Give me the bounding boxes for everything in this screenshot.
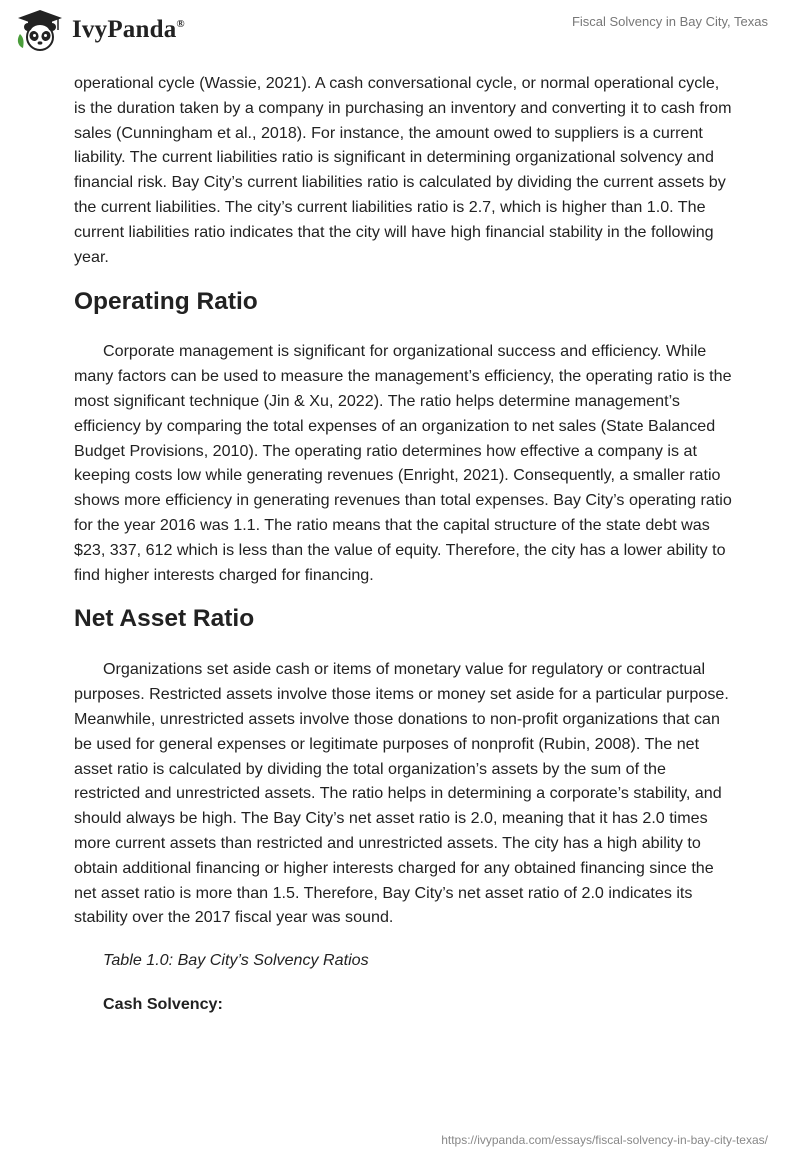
net-asset-ratio-paragraph: Organizations set aside cash or items of monetary value for regulatory or contractual purposes. Restricted assets involve those items or money set aside for a particular purpose. Meanwhile, unrestricted assets involve those donations to non-profit organizations that can be used for general expenses or legitimate purposes of nonprofit (Rubin, 2008). The net asset ratio is calculated by dividing the total organization’s assets by the sum of the restricted and unrestricted assets. The ratio helps in determining a corporate’s stability, and should always be high. The Bay City’s net asset ratio is 2.0, meaning that it has 2.0 times more current assets than restricted and unrestricted assets. The city has a high ability to obtain additional financing or higher interests charged for any obtained financing since the net asset ratio is more than 1.5. Therefore, Bay City’s net asset ratio of 2.0 indicates its stability over the 2017 fiscal year was sound.	[74, 660, 729, 927]
table-caption: Table 1.0: Bay City’s Solvency Ratios	[103, 951, 369, 970]
net-asset-ratio-heading: Net Asset Ratio	[74, 605, 255, 633]
ivypanda-logo[interactable]	[14, 8, 185, 52]
operating-ratio-paragraph: Corporate management is significant for organizational success and efficiency. While many factors can be used to measure the management’s efficiency, the operating ratio is the most significant technique (Jin & Xu, 2022). The ratio helps determine management’s efficiency by comparing the total expenses of an organization to net sales (State Balanced Budget Provisions, 2010). The operating ratio determines how effective a company is at keeping costs low while generating revenues (Enright, 2021). Consequently, a smaller ratio shows more efficiency in generating revenues than total expenses. Bay City’s operating ratio for the year 2016 was 1.1. The ratio means that the capital structure of the state debt was $23, 337, 612 which is less than the value of equity. Therefore, the city has a lower ability to find higher interests charged for financing.	[74, 342, 732, 584]
document-title: Fiscal Solvency in Bay City, Texas	[571, 14, 768, 29]
article-body	[74, 71, 734, 1016]
source-url[interactable]: https://ivypanda.com/essays/fiscal-solvency-in-bay-city-texas/	[441, 1133, 768, 1147]
panda-graduate-icon	[14, 8, 66, 52]
cash-solvency-label: Cash Solvency:	[103, 995, 223, 1014]
page-header	[0, 0, 800, 70]
operating-ratio-heading: Operating Ratio	[74, 288, 258, 316]
brand-name: IvyPanda®	[72, 16, 185, 43]
intro-paragraph: operational cycle (Wassie, 2021). A cash conversational cycle, or normal operational cycle, is the duration taken by a company in purchasing an inventory and converting it to cash from sales (Cunningham et al., 2018). For instance, the amount owed to suppliers is a current liability. The current liabilities ratio is significant in determining organizational solvency and financial risk. Bay City’s current liabilities ratio is calculated by dividing the current assets by the current liabilities. The city’s current liabilities ratio is 2.7, which is higher than 1.0. The current liabilities ratio indicates that the city will have high financial stability in the following year.	[74, 74, 732, 266]
